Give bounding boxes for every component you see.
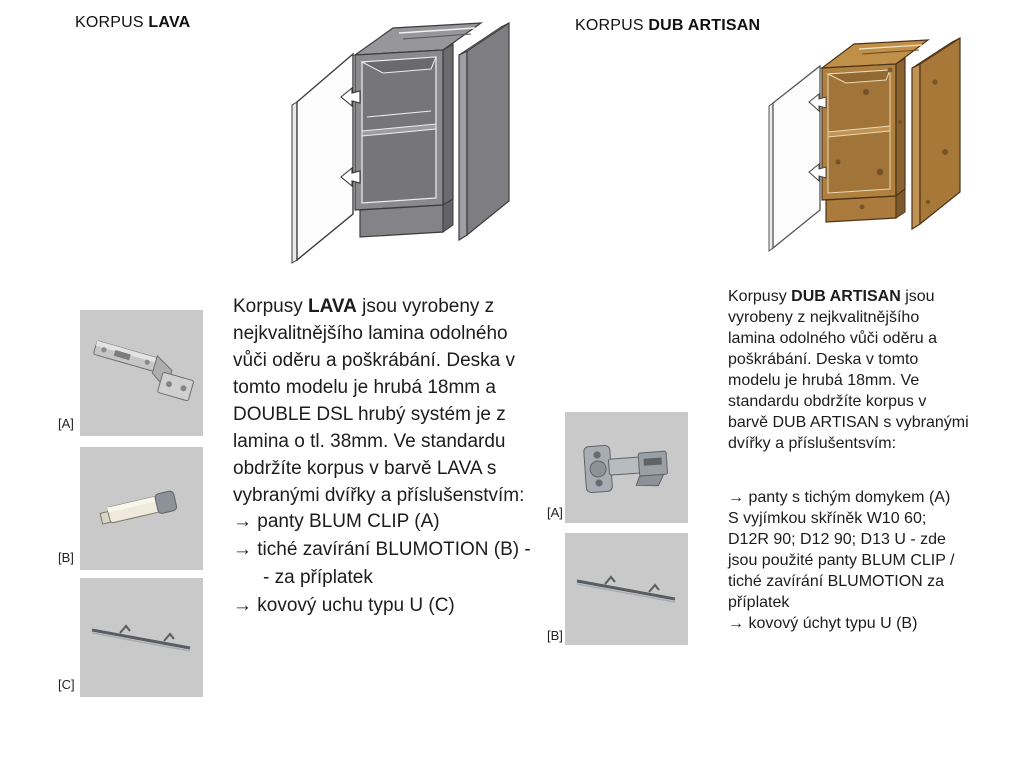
left-hardware-label-b: [B] [58,550,74,565]
left-paragraph-line: tomto modelu je hrubá 18mm a [233,377,496,398]
right-title-bold: DUB ARTISAN [648,17,761,34]
left-paragraph-line: vůči oděru a poškrábání. Deska v [233,350,515,371]
left-hardware-label-a: [A] [58,416,74,431]
right-paragraph-line: modelu je hrubá 18mm. Ve [728,372,920,389]
left-title-bold: LAVA [148,14,191,31]
bullet-item: → kovový úchyt typu U (B) [728,615,918,632]
left-paragraph-line: obdržíte korpus v barvě LAVA s [233,458,497,479]
right-hardware-label-a: [A] [547,505,563,520]
bullet-item: S vyjímkou skříněk W10 60; [728,510,927,527]
right-section-title [575,17,760,35]
u-handle-image [80,578,203,697]
right-paragraph-line: Korpusy DUB ARTISAN jsou [728,288,935,305]
right-bullet-list [728,487,955,634]
right-paragraph-line: barvě DUB ARTISAN s vybranými [728,414,969,431]
left-title-prefix: KORPUS [75,14,149,31]
right-title-prefix: KORPUS [575,17,649,34]
right-description [728,286,969,454]
right-paragraph-line: lamina odolného vůči oděru a [728,330,938,347]
left-paragraph-line: DOUBLE DSL hrubý systém je z [233,404,506,425]
bullet-item: → tiché zavírání BLUMOTION (B) - [233,539,531,560]
left-description [233,293,524,509]
lava-cabinet-illustration [283,5,528,285]
right-paragraph-line: standardu obdržíte korpus v [728,393,927,410]
bullet-item: tiché zavírání BLUMOTION za [728,573,945,590]
bullet-item: jsou použité panty BLUM CLIP / [728,552,955,569]
right-paragraph-line: poškrábání. Deska v tomto [728,351,919,368]
left-paragraph-line: vybranými dvířky a příslušenstvím: [233,485,525,506]
bullet-item: příplatek [728,594,790,611]
right-paragraph-line: vyrobeny z nejkvalitnějšího [728,309,920,326]
soft-close-hinge-image [565,412,688,523]
dub-artisan-cabinet-illustration [762,22,974,272]
bullet-item: - za příplatek [263,567,373,588]
blum-clip-hinge-image [80,310,203,436]
bullet-item: → panty BLUM CLIP (A) [233,511,440,532]
left-paragraph-line: Korpusy LAVA jsou vyrobeny z [233,296,495,317]
u-handle-image [565,533,688,645]
left-paragraph-line: nejkvalitnějšího lamina odolného [233,323,508,344]
blumotion-damper-image [80,447,203,570]
bullet-item: → panty s tichým domykem (A) [728,489,951,506]
bullet-item: D12R 90; D12 90; D13 U - zde [728,531,946,548]
left-section-title [75,14,190,32]
left-bullet-list [233,508,531,620]
left-paragraph-line: lamina o tl. 38mm. Ve standardu [233,431,506,452]
right-hardware-label-b: [B] [547,628,563,643]
right-paragraph-line: dvířky a příslušentsvím: [728,435,897,452]
bullet-item: → kovový uchu typu U (C) [233,595,455,616]
left-hardware-label-c: [C] [58,677,75,692]
